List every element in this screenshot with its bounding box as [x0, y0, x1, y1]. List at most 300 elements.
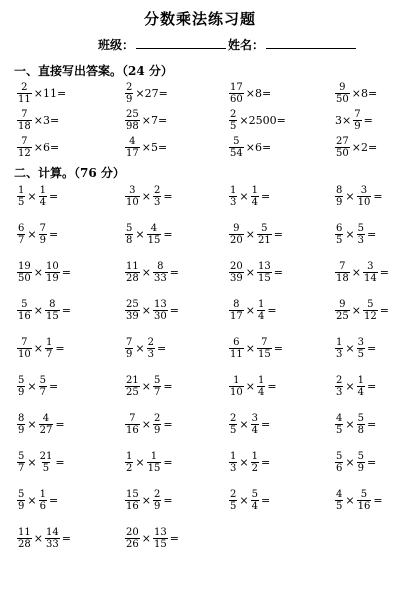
operator-text: ×27= [135, 87, 168, 100]
fraction [335, 185, 343, 208]
fraction [45, 299, 60, 322]
denominator: 3 [153, 197, 161, 208]
denominator: 12 [363, 311, 377, 322]
denominator: 9 [336, 197, 343, 208]
fraction [257, 299, 265, 322]
part2-row [0, 413, 400, 443]
fraction [17, 413, 25, 436]
operator-text: × [345, 228, 355, 241]
fraction [251, 413, 259, 436]
operator-text: × [135, 456, 145, 469]
operator-text: = [61, 304, 71, 317]
section-heading-1: 一、直接写出答案。（24 分） [14, 64, 173, 78]
numerator: 7 [261, 337, 268, 348]
numerator: 7 [21, 136, 28, 147]
denominator: 27 [39, 425, 53, 436]
numerator: 4 [150, 223, 158, 234]
denominator: 28 [126, 273, 139, 284]
denominator: 10 [126, 197, 139, 208]
operator-text: = [260, 418, 271, 431]
part2-problem [16, 527, 72, 550]
operator-text: × [33, 342, 43, 355]
operator-text: ×6= [245, 141, 272, 154]
part2-row [0, 299, 400, 329]
numerator: 2 [126, 82, 133, 93]
fraction [229, 261, 244, 284]
fraction [229, 223, 244, 246]
denominator: 5 [336, 235, 343, 246]
numerator: 1 [230, 451, 237, 462]
fraction [45, 337, 53, 360]
fraction [39, 451, 54, 474]
denominator: 15 [147, 235, 161, 246]
denominator: 3 [357, 235, 364, 246]
fraction [125, 82, 133, 105]
part2-problem [16, 223, 59, 246]
part2-problem [228, 223, 284, 246]
part2-row [0, 489, 400, 519]
part1-problem [16, 109, 60, 132]
numerator: 8 [18, 413, 25, 424]
denominator: 15 [257, 273, 271, 284]
numerator: 1 [39, 489, 46, 500]
fraction [125, 413, 140, 436]
part2-problem [124, 451, 174, 474]
part2-problem [228, 375, 278, 398]
operator-text: = [163, 190, 173, 203]
numerator: 5 [18, 489, 25, 500]
operator-text: × [33, 266, 43, 279]
numerator: 13 [257, 261, 271, 272]
part2-problem [334, 451, 377, 474]
part2-problem [334, 185, 384, 208]
denominator: 15 [257, 349, 271, 360]
fraction [125, 375, 140, 398]
fraction [125, 489, 140, 512]
numerator: 21 [126, 375, 139, 386]
operator-text: = [273, 342, 283, 355]
fraction [125, 136, 140, 159]
numerator: 1 [233, 375, 240, 386]
fraction [335, 136, 350, 159]
fraction [335, 413, 343, 436]
fraction [153, 375, 161, 398]
part2-problem [124, 185, 174, 208]
denominator: 25 [126, 387, 139, 398]
operator-text: × [351, 304, 361, 317]
denominator: 9 [18, 425, 25, 436]
numerator: 13 [153, 527, 167, 538]
part2-problem [16, 185, 59, 208]
operator-text: ×2500= [239, 114, 286, 127]
fraction [125, 527, 140, 550]
page-title: 分数乘法练习题 [143, 10, 256, 28]
denominator: 11 [230, 349, 243, 360]
numerator: 5 [39, 375, 46, 386]
numerator: 8 [233, 299, 240, 310]
fraction [153, 413, 161, 436]
fraction [229, 451, 237, 474]
operator-text: 3× [335, 114, 352, 127]
fraction [147, 451, 162, 474]
fraction [147, 337, 155, 360]
numerator: 5 [18, 375, 25, 386]
part2-problem [334, 375, 377, 398]
numerator: 5 [357, 223, 364, 234]
operator-text: = [373, 494, 383, 507]
numerator: 5 [360, 489, 368, 500]
denominator: 12 [18, 148, 31, 159]
operator-text: × [141, 304, 151, 317]
operator-text: = [260, 494, 271, 507]
part1-problem [228, 136, 272, 159]
part2-problem [228, 489, 271, 512]
fraction [153, 185, 161, 208]
part1-problem [334, 136, 378, 159]
numerator: 1 [257, 375, 265, 386]
denominator: 3 [336, 349, 343, 360]
numerator: 7 [39, 223, 46, 234]
denominator: 17 [230, 311, 243, 322]
operator-text: = [379, 266, 389, 279]
part2-row [0, 185, 400, 215]
numerator: 4 [336, 489, 343, 500]
part2-problem [228, 261, 284, 284]
numerator: 5 [336, 451, 343, 462]
numerator: 3 [129, 185, 136, 196]
operator-text: × [27, 190, 37, 203]
denominator: 16 [126, 425, 139, 436]
denominator: 33 [153, 273, 167, 284]
operator-text: ×11= [33, 87, 67, 100]
numerator: 14 [45, 527, 59, 538]
denominator: 4 [251, 197, 258, 208]
fraction [125, 261, 140, 284]
fraction [39, 185, 47, 208]
fraction [125, 337, 133, 360]
numerator: 2 [230, 109, 237, 120]
numerator: 2 [153, 489, 161, 500]
denominator: 9 [39, 235, 46, 246]
operator-text: = [156, 342, 167, 355]
denominator: 9 [18, 387, 25, 398]
part2-problem [16, 261, 72, 284]
fraction [17, 82, 32, 105]
fraction [17, 489, 25, 512]
fraction [353, 109, 361, 132]
fraction [17, 299, 32, 322]
operator-text: × [33, 304, 43, 317]
numerator: 1 [18, 185, 25, 196]
operator-text: × [345, 380, 355, 393]
fraction [335, 261, 350, 284]
numerator: 9 [339, 299, 346, 310]
denominator: 3 [147, 349, 154, 360]
denominator: 15 [45, 311, 59, 322]
numerator: 1 [251, 451, 258, 462]
numerator: 15 [126, 489, 139, 500]
denominator: 7 [18, 235, 25, 246]
operator-text: × [135, 228, 145, 241]
part1-row [0, 82, 400, 112]
operator-text: = [366, 456, 377, 469]
numerator: 8 [157, 261, 164, 272]
fraction [257, 223, 272, 246]
operator-text: × [33, 532, 43, 545]
part2-row [0, 451, 400, 481]
numerator: 3 [360, 185, 368, 196]
operator-text: × [245, 266, 255, 279]
denominator: 5 [18, 197, 25, 208]
operator-text: = [273, 228, 283, 241]
operator-text: = [48, 228, 59, 241]
operator-text: × [351, 266, 361, 279]
operator-text: = [273, 266, 283, 279]
operator-text: = [267, 380, 277, 393]
operator-text: × [345, 418, 355, 431]
operator-text: = [366, 418, 377, 431]
part2-problem [16, 375, 59, 398]
numerator: 20 [126, 527, 139, 538]
operator-text: × [239, 456, 249, 469]
fraction [17, 527, 32, 550]
denominator: 4 [251, 501, 258, 512]
part2-problem [16, 489, 59, 512]
fraction [357, 337, 365, 360]
operator-text: = [163, 418, 173, 431]
numerator: 2 [147, 337, 154, 348]
part2-problem [124, 527, 180, 550]
numerator: 7 [126, 337, 133, 348]
numerator: 5 [261, 223, 268, 234]
part1-problem [16, 136, 60, 159]
operator-text: ×2= [351, 141, 378, 154]
numerator: 20 [230, 261, 243, 272]
part2-problem [228, 451, 271, 474]
fraction [363, 261, 378, 284]
part2-problem [334, 337, 377, 360]
denominator: 60 [230, 94, 243, 105]
denominator: 3 [336, 387, 343, 398]
denominator: 15 [153, 539, 167, 550]
fraction [335, 489, 343, 512]
fraction [153, 299, 168, 322]
part1-problem [16, 82, 67, 105]
operator-text: = [61, 266, 71, 279]
fraction [357, 413, 365, 436]
numerator: 5 [357, 451, 364, 462]
numerator: 13 [153, 299, 167, 310]
numerator: 9 [339, 82, 346, 93]
numerator: 4 [336, 413, 343, 424]
operator-text: = [260, 456, 271, 469]
denominator: 3 [230, 197, 237, 208]
part2-problem [16, 451, 66, 474]
part2-row [0, 223, 400, 253]
operator-text: = [379, 304, 389, 317]
operator-text: × [345, 190, 355, 203]
numerator: 5 [357, 413, 364, 424]
fraction [251, 451, 259, 474]
fraction [251, 185, 259, 208]
denominator: 5 [230, 121, 237, 132]
fraction [229, 136, 244, 159]
numerator: 3 [251, 413, 258, 424]
denominator: 5 [230, 501, 237, 512]
part2-problem [16, 299, 72, 322]
part2-problem [334, 261, 390, 284]
numerator: 6 [336, 223, 343, 234]
denominator: 10 [230, 387, 243, 398]
operator-text: = [169, 266, 179, 279]
denominator: 6 [39, 501, 46, 512]
part1-problem [228, 82, 272, 105]
part2-row [0, 261, 400, 291]
operator-text: × [245, 228, 255, 241]
part2-problem [334, 489, 384, 512]
operator-text: = [267, 304, 277, 317]
operator-text: = [163, 380, 173, 393]
fraction [257, 337, 272, 360]
numerator: 7 [339, 261, 346, 272]
fraction [357, 451, 365, 474]
numerator: 3 [367, 261, 374, 272]
operator-text: × [141, 418, 151, 431]
denominator: 21 [257, 235, 271, 246]
numerator: 7 [354, 109, 361, 120]
operator-text: × [245, 304, 255, 317]
operator-text: × [135, 342, 145, 355]
class-blank[interactable] [136, 38, 226, 49]
denominator: 11 [18, 94, 31, 105]
numerator: 25 [126, 109, 139, 120]
fraction [229, 337, 244, 360]
numerator: 1 [230, 185, 237, 196]
operator-text: = [48, 190, 59, 203]
numerator: 4 [129, 136, 136, 147]
fraction [335, 82, 350, 105]
name-blank[interactable] [266, 38, 356, 49]
operator-text: ×8= [245, 87, 272, 100]
numerator: 5 [251, 489, 258, 500]
numerator: 5 [233, 136, 240, 147]
denominator: 18 [336, 273, 349, 284]
operator-text: × [245, 380, 255, 393]
fraction [45, 527, 60, 550]
fraction [17, 451, 25, 474]
part2-problem [334, 299, 390, 322]
numerator: 5 [126, 223, 133, 234]
denominator: 39 [230, 273, 243, 284]
fraction [17, 223, 25, 246]
fraction [357, 489, 372, 512]
part2-problem [124, 489, 174, 512]
denominator: 5 [230, 425, 237, 436]
numerator: 1 [150, 451, 158, 462]
operator-text: × [141, 494, 151, 507]
numerator: 7 [21, 337, 28, 348]
part2-row [0, 337, 400, 367]
operator-text: × [345, 456, 355, 469]
denominator: 7 [153, 387, 161, 398]
fraction [125, 299, 140, 322]
fraction [125, 223, 133, 246]
operator-text: = [61, 532, 71, 545]
fraction [229, 82, 244, 105]
denominator: 9 [126, 349, 133, 360]
numerator: 5 [21, 299, 28, 310]
operator-text: × [141, 266, 151, 279]
student-info [98, 36, 358, 53]
part2-row [0, 375, 400, 405]
fraction [363, 299, 378, 322]
operator-text: × [239, 190, 249, 203]
denominator: 6 [336, 463, 343, 474]
part2-problem [16, 413, 66, 436]
denominator: 2 [126, 463, 133, 474]
part2-problem [228, 413, 271, 436]
denominator: 19 [45, 273, 59, 284]
part1-problem [124, 109, 168, 132]
section-heading-2: 二、计算。（76 分） [14, 166, 125, 180]
operator-text: = [366, 342, 377, 355]
denominator: 10 [18, 349, 31, 360]
class-label: 班级： [98, 38, 135, 52]
denominator: 8 [126, 235, 133, 246]
numerator: 9 [233, 223, 240, 234]
operator-text: = [163, 228, 173, 241]
part2-problem [334, 413, 377, 436]
denominator: 10 [357, 197, 371, 208]
numerator: 2 [153, 185, 161, 196]
fraction [39, 375, 47, 398]
part2-problem [124, 413, 174, 436]
fraction [17, 185, 25, 208]
fraction [357, 223, 365, 246]
fraction [357, 185, 372, 208]
fraction [153, 261, 168, 284]
numerator: 4 [42, 413, 50, 424]
operator-text: × [27, 494, 37, 507]
numerator: 1 [336, 337, 343, 348]
numerator: 1 [357, 375, 364, 386]
part2-problem [334, 223, 377, 246]
denominator: 28 [18, 539, 31, 550]
numerator: 6 [233, 337, 240, 348]
fraction [17, 261, 32, 284]
fraction [257, 261, 272, 284]
operator-text: = [163, 494, 173, 507]
operator-text: ×6= [33, 141, 60, 154]
numerator: 25 [126, 299, 139, 310]
denominator: 14 [363, 273, 377, 284]
denominator: 4 [257, 387, 265, 398]
denominator: 9 [18, 501, 25, 512]
numerator: 2 [230, 413, 237, 424]
numerator: 1 [251, 185, 258, 196]
numerator: 5 [367, 299, 374, 310]
denominator: 98 [126, 121, 139, 132]
numerator: 11 [126, 261, 139, 272]
part2-problem [124, 337, 167, 360]
numerator: 10 [45, 261, 59, 272]
numerator: 7 [21, 109, 28, 120]
denominator: 50 [18, 273, 31, 284]
operator-text: × [345, 494, 355, 507]
numerator: 11 [18, 527, 31, 538]
numerator: 2 [21, 82, 28, 93]
denominator: 5 [336, 501, 343, 512]
